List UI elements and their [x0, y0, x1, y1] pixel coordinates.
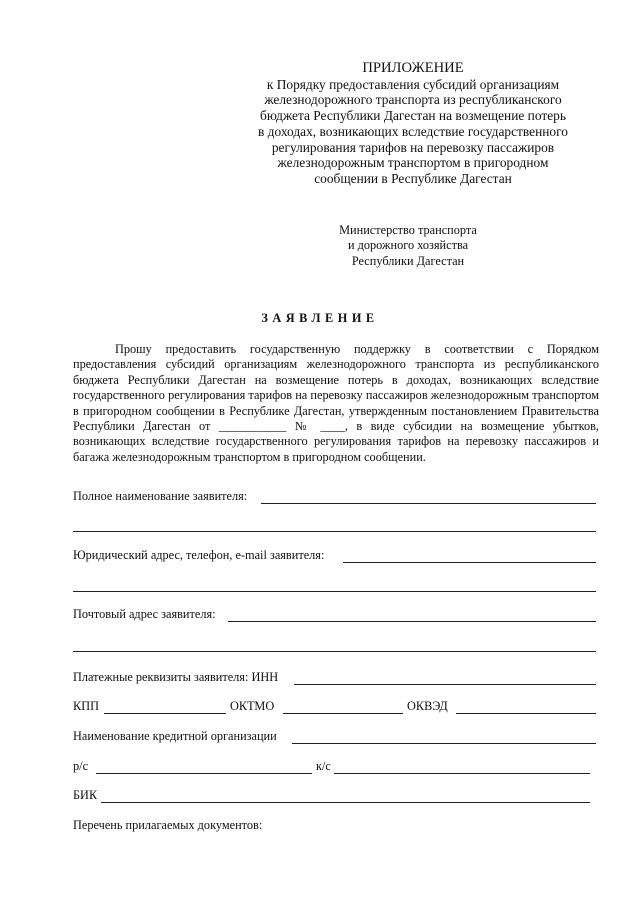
documents-label: Перечень прилагаемых документов: — [73, 818, 263, 832]
legal-address-field[interactable] — [343, 562, 596, 563]
appendix-line: железнодорожным транспортом в пригородном — [277, 155, 549, 171]
appendix-block — [218, 61, 608, 187]
inn-field[interactable] — [294, 684, 596, 685]
appendix-line: бюджета Республики Дагестан на возмещение потерь — [260, 108, 566, 124]
recipient-line: и дорожного хозяйства — [347, 238, 469, 253]
bank-name-label: Наименование кредитной организации — [73, 729, 277, 743]
postal-address-field-extra[interactable] — [73, 651, 596, 652]
application-body — [73, 342, 599, 465]
postal-address-field[interactable] — [228, 621, 596, 622]
recipient-line: Министерство транспорта — [339, 223, 477, 237]
body-paragraph: Прошу предоставить государственную поддержку в соответствии с Порядком предоставления субсидий организациям железнодорожного транспорта из республиканского бюджета Республики Дагестан на возмещение потерь в доходах, возникающих вследствие государственного регулирования тарифов на перевозку пассажиров железнодорожным транспортом в пригородном сообщении в Республике Дагестан, утвержденным постановлением Правительства Республики Дагестан от ___________ № ____, в виде субсидии на возмещение убытков, возникающих вследствие государственного регулирования тарифов на перевозку пассажиров и багажа железнодорожным транспортом в пригородном сообщении. — [73, 342, 599, 464]
legal-address-field-extra[interactable] — [73, 591, 596, 592]
inn-label: Платежные реквизиты заявителя: ИНН — [73, 670, 279, 684]
appendix-line: регулирования тарифов на перевозку пассажиров — [271, 139, 555, 155]
okved-label: ОКВЭД — [407, 699, 448, 713]
full-name-field-extra[interactable] — [73, 531, 596, 532]
appendix-line: сообщении в Республике Дагестан — [314, 170, 512, 186]
recipient-block — [320, 223, 496, 269]
oktmo-label: ОКТМО — [230, 699, 275, 713]
appendix-line: железнодорожного транспорта из республиканского — [264, 92, 562, 108]
rs-field[interactable] — [96, 773, 312, 774]
bik-label: БИК — [73, 788, 98, 802]
postal-address-label: Почтовый адрес заявителя: — [73, 607, 216, 621]
bik-field[interactable] — [101, 802, 590, 803]
recipient-line: Республики Дагестан — [351, 253, 465, 268]
ks-field[interactable] — [334, 773, 590, 774]
appendix-heading: ПРИЛОЖЕНИЕ — [362, 60, 464, 76]
bank-name-field[interactable] — [292, 743, 596, 744]
appendix-line: в доходах, возникающих вследствие государственного — [258, 123, 568, 139]
document-title: ЗАЯВЛЕНИЕ — [261, 311, 379, 325]
ks-label: к/с — [316, 759, 331, 773]
oktmo-field[interactable] — [283, 713, 403, 714]
kpp-field[interactable] — [104, 713, 226, 714]
legal-address-label: Юридический адрес, телефон, e-mail заявителя: — [73, 548, 325, 562]
okved-field[interactable] — [456, 713, 596, 714]
rs-label: р/с — [73, 759, 89, 773]
full-name-label: Полное наименование заявителя: — [73, 489, 248, 503]
kpp-label: КПП — [73, 699, 99, 713]
full-name-field[interactable] — [261, 503, 596, 504]
appendix-line: к Порядку предоставления субсидий организациям — [266, 76, 560, 92]
